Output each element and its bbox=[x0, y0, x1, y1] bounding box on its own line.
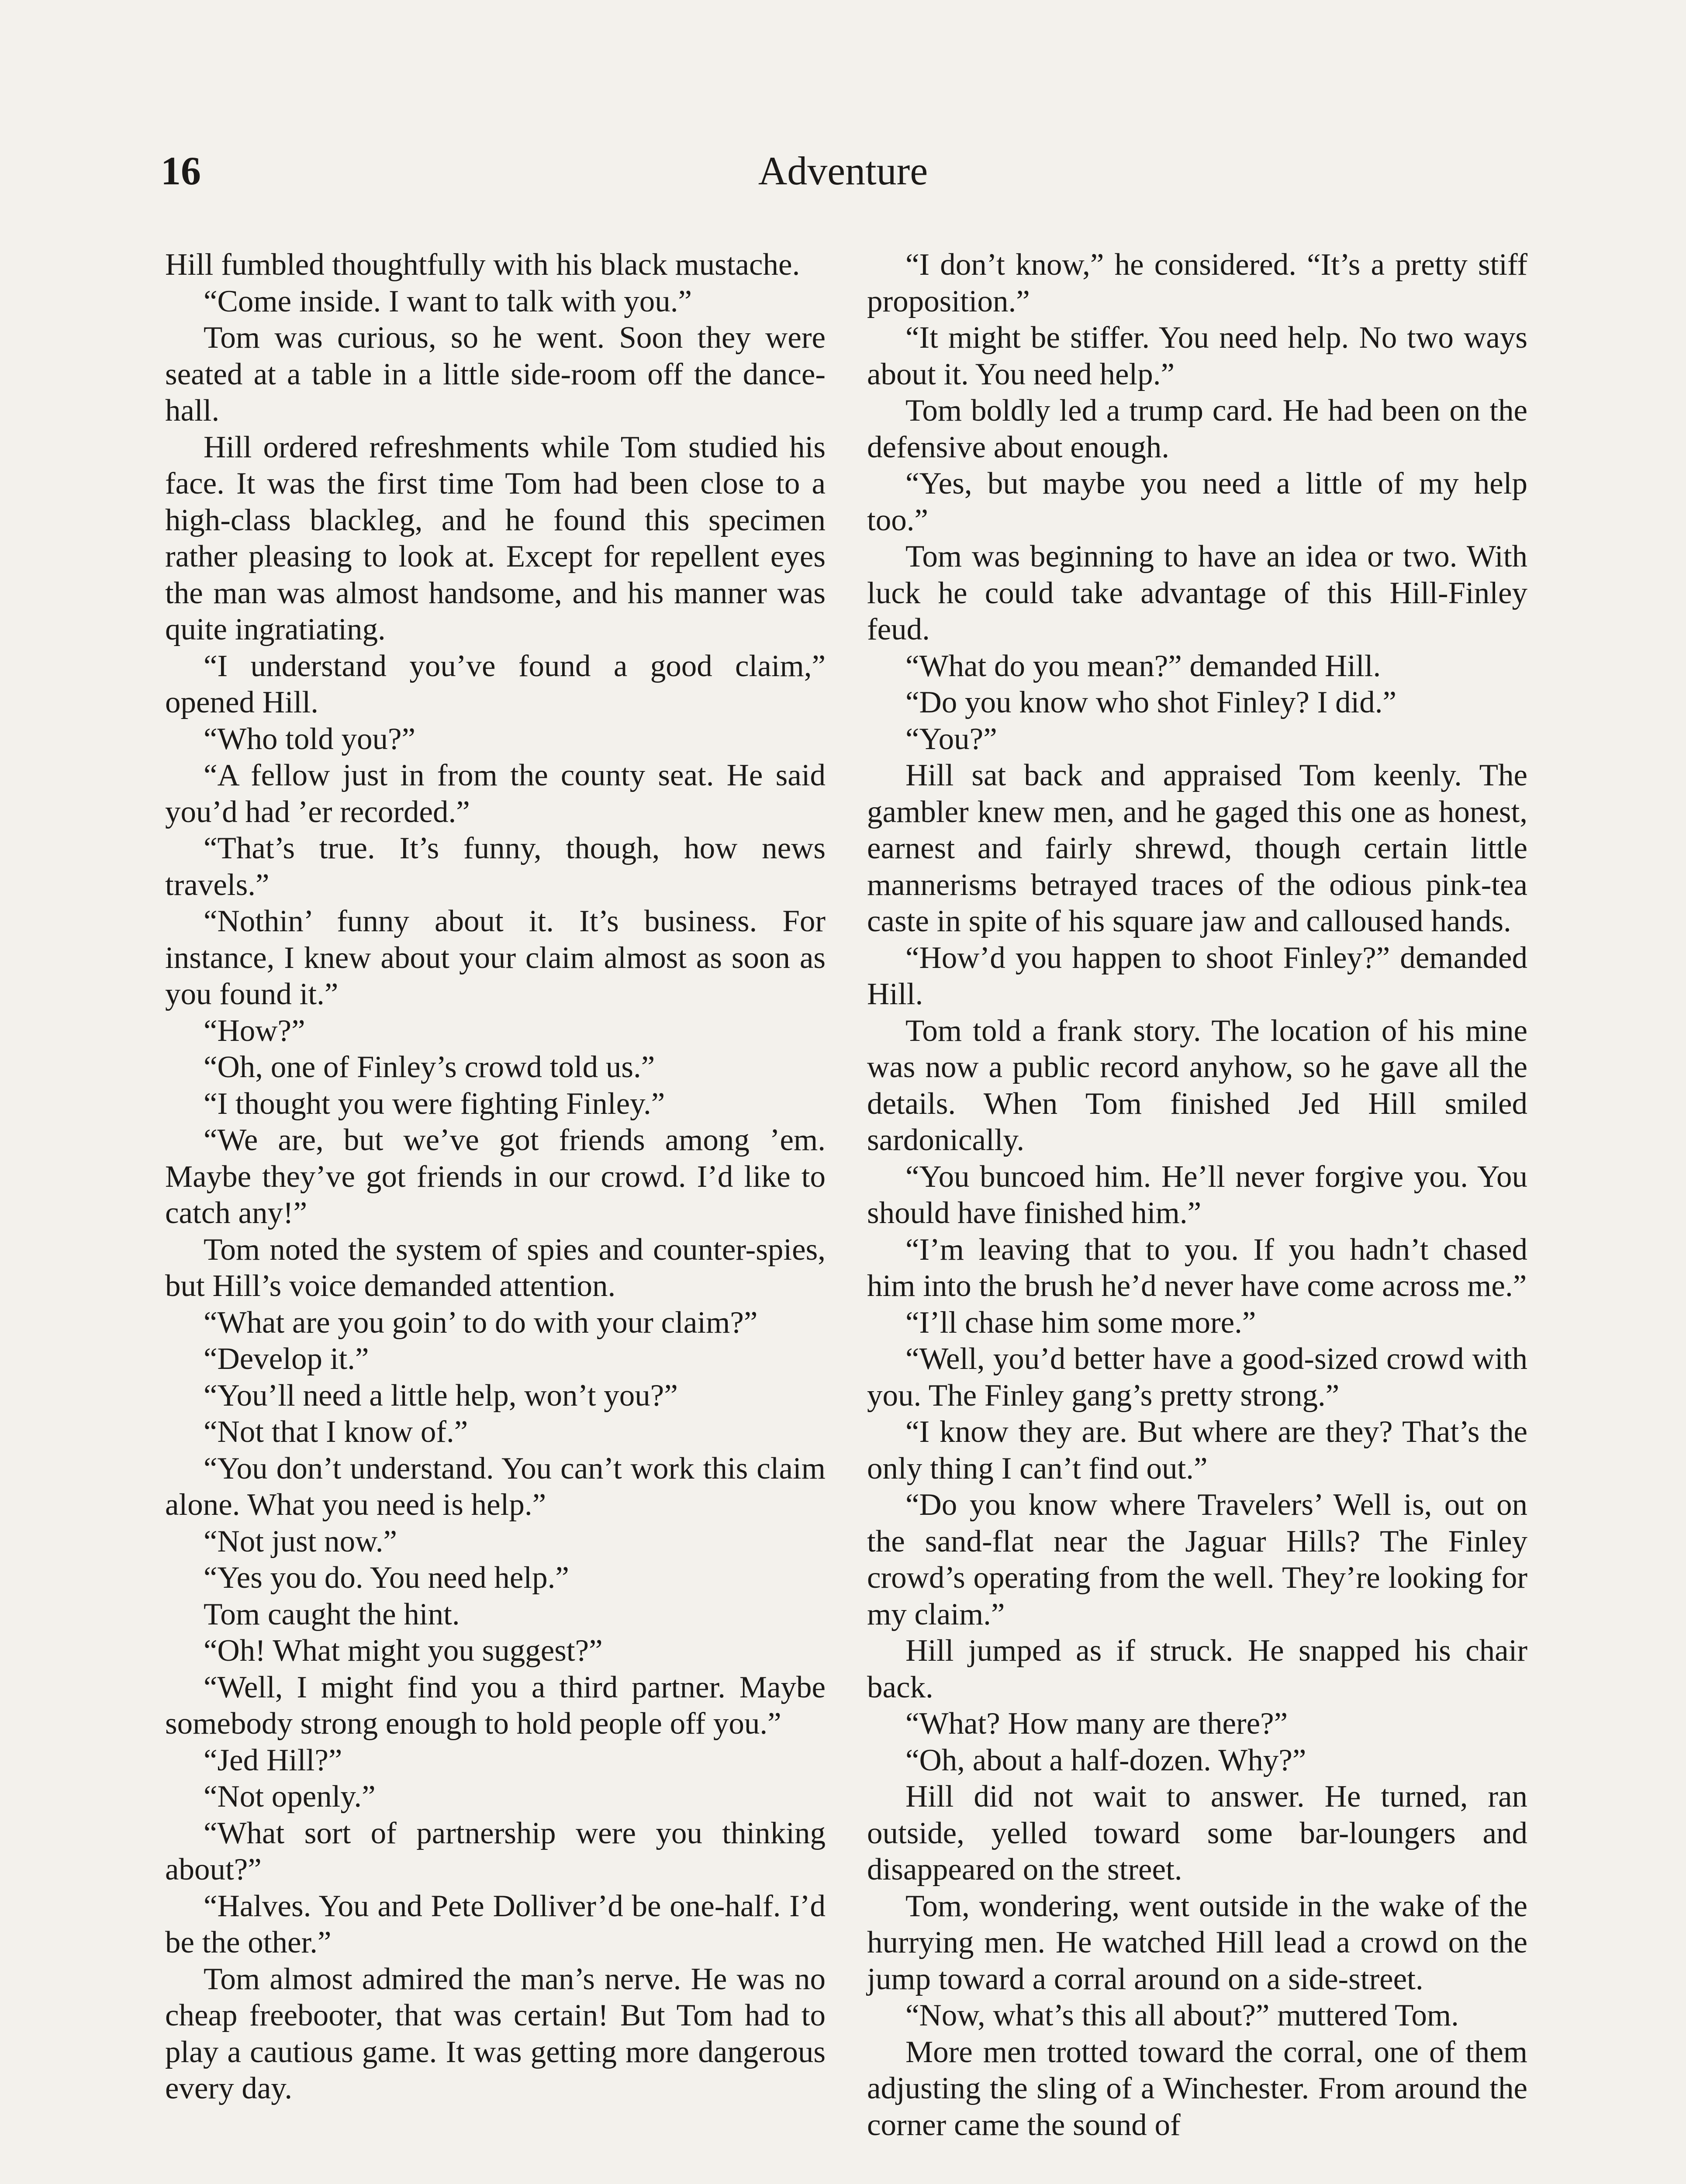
paragraph: “I’ll chase him some more.” bbox=[905, 1305, 1256, 1340]
paragraph: “How’d you happen to shoot Finley?” demanded Hill. bbox=[867, 940, 1527, 1011]
running-title: Adventure bbox=[758, 149, 928, 193]
paragraph: Tom noted the system of spies and counter-spies, but Hill’s voice demanded attention. bbox=[165, 1232, 826, 1303]
paragraph: Tom caught the hint. bbox=[204, 1597, 460, 1631]
paragraph: Hill fumbled thoughtfully with his black mustache. bbox=[165, 248, 800, 282]
paragraph: “I understand you’ve found a good claim,” opened Hill. bbox=[165, 649, 826, 719]
paragraph: Tom was curious, so he went. Soon they were seated at a table in a little side-room off the dance-hall. bbox=[165, 321, 826, 428]
paragraph: “Not openly.” bbox=[204, 1780, 376, 1814]
paragraph: “Yes, but maybe you need a little of my help too.” bbox=[867, 467, 1527, 537]
paragraph: “You’ll need a little help, won’t you?” bbox=[204, 1378, 678, 1413]
paragraph: “You buncoed him. He’ll never forgive you. You should have finished him.” bbox=[867, 1159, 1527, 1230]
paragraph: Tom told a frank story. The location of his mine was now a public record anyhow, so he gave all the details. When Tom finished Jed Hill smiled sardonically. bbox=[867, 1013, 1527, 1157]
paragraph: “A fellow just in from the county seat. He said you’d had ’er recorded.” bbox=[165, 758, 826, 829]
paragraph: Hill sat back and appraised Tom keenly. The gambler knew men, and he gaged this one as honest, earnest and fairly shrewd, though certain little mannerisms betrayed traces of the odious pink-tea caste in spite of his square jaw and calloused hands. bbox=[867, 758, 1527, 938]
paragraph: Hill jumped as if struck. He snapped his chair back. bbox=[867, 1634, 1527, 1704]
paragraph: “You don’t understand. You can’t work this claim alone. What you need is help.” bbox=[165, 1451, 826, 1522]
paragraph: “I’m leaving that to you. If you hadn’t chased him into the brush he’d never have come across me.” bbox=[867, 1232, 1527, 1303]
paragraph: “Yes you do. You need help.” bbox=[204, 1561, 569, 1595]
paragraph: “How?” bbox=[204, 1013, 305, 1048]
paragraph: “Develop it.” bbox=[204, 1342, 369, 1376]
paragraph: More men trotted toward the corral, one of them adjusting the sling of a Winchester. From around the corner came the sound of bbox=[867, 2035, 1527, 2142]
paragraph: “Not that I know of.” bbox=[204, 1415, 468, 1449]
paragraph: “Well, I might find you a third partner. Maybe somebody strong enough to hold people off you.” bbox=[165, 1670, 826, 1741]
right-text-column bbox=[867, 247, 1527, 2143]
paragraph: “Do you know where Travelers’ Well is, out on the sand-flat near the Jaguar Hills? The Finley crowd’s operating from the well. They’re looking for my claim.” bbox=[867, 1488, 1527, 1631]
paragraph: “Now, what’s this all about?” muttered Tom. bbox=[905, 1998, 1459, 2032]
paragraph: “Who told you?” bbox=[204, 722, 416, 756]
paragraph: Tom, wondering, went outside in the wake of the hurrying men. He watched Hill lead a crowd on the jump toward a corral around on a side-street. bbox=[867, 1889, 1527, 1996]
paragraph: “Jed Hill?” bbox=[204, 1743, 342, 1777]
paragraph: “Nothin’ funny about it. It’s business. For instance, I knew about your claim almost as soon as you found it.” bbox=[165, 904, 826, 1011]
paragraph: Hill ordered refreshments while Tom studied his face. It was the first time Tom had been close to a high-class blackleg, and he found this specimen rather pleasing to look at. Except for repellent eyes the man was almost handsome, and his manner was quite ingratiating. bbox=[165, 430, 826, 646]
paragraph: “Oh! What might you suggest?” bbox=[204, 1634, 603, 1668]
paragraph: Tom was beginning to have an idea or two. With luck he could take advantage of this Hill-Finley feud. bbox=[867, 539, 1527, 646]
paragraph: “Do you know who shot Finley? I did.” bbox=[905, 685, 1397, 719]
paragraph: “I know they are. But where are they? That’s the only thing I can’t find out.” bbox=[867, 1415, 1527, 1486]
paragraph: “Come inside. I want to talk with you.” bbox=[204, 284, 692, 318]
paragraph: “What sort of partnership were you thinking about?” bbox=[165, 1816, 826, 1887]
paragraph: “What? How many are there?” bbox=[905, 1707, 1288, 1741]
paragraph: “Halves. You and Pete Dolliver’d be one-half. I’d be the other.” bbox=[165, 1889, 826, 1959]
paragraph: “That’s true. It’s funny, though, how news travels.” bbox=[165, 831, 826, 902]
paragraph: “Oh, one of Finley’s crowd told us.” bbox=[204, 1050, 655, 1084]
paragraph: “Oh, about a half-dozen. Why?” bbox=[905, 1743, 1306, 1777]
paragraph: “What do you mean?” demanded Hill. bbox=[905, 649, 1381, 683]
paragraph: “I thought you were fighting Finley.” bbox=[204, 1086, 665, 1121]
paragraph: Hill did not wait to answer. He turned, ran outside, yelled toward some bar-loungers and disappeared on the street. bbox=[867, 1780, 1527, 1887]
paragraph: “You?” bbox=[905, 722, 997, 756]
page-number: 16 bbox=[161, 149, 201, 193]
paragraph: “We are, but we’ve got friends among ’em. Maybe they’ve got friends in our crowd. I’d like to catch any!” bbox=[165, 1123, 826, 1230]
paragraph: “I don’t know,” he considered. “It’s a pretty stiff proposition.” bbox=[867, 248, 1527, 318]
paragraph: “Well, you’d better have a good-sized crowd with you. The Finley gang’s pretty strong.” bbox=[867, 1342, 1527, 1413]
paragraph: Tom almost admired the man’s nerve. He was no cheap freebooter, that was certain! But Tom had to play a cautious game. It was getting more dangerous every day. bbox=[165, 1962, 826, 2105]
paragraph: “What are you goin’ to do with your claim?” bbox=[204, 1305, 758, 1340]
paragraph: “Not just now.” bbox=[204, 1524, 397, 1559]
left-text-column bbox=[165, 247, 826, 2107]
paragraph: Tom boldly led a trump card. He had been on the defensive about enough. bbox=[867, 394, 1527, 464]
paragraph: “It might be stiffer. You need help. No two ways about it. You need help.” bbox=[867, 321, 1527, 391]
